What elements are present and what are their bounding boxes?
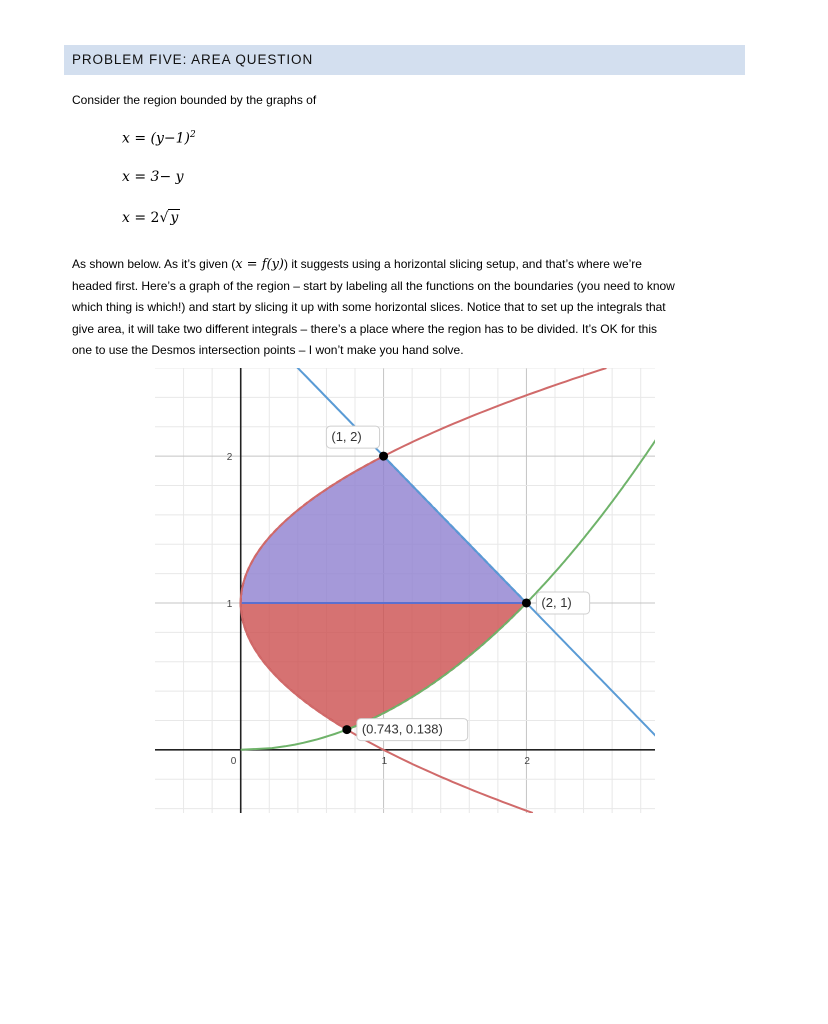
intro-text: Consider the region bounded by the graphs of (72, 93, 317, 107)
equation-1-rhs: (y−1) (150, 130, 191, 147)
region-lower (241, 603, 527, 730)
x-tick-label: 2 (524, 755, 530, 767)
equation-3-radicand: y (170, 210, 179, 226)
problem-title: PROBLEM FIVE: AREA QUESTION (72, 52, 314, 67)
paragraph-line: one to use the Desmos intersection points – I won’t make you hand solve. (72, 343, 464, 358)
y-tick-label: 2 (226, 452, 233, 464)
instructions-paragraph (72, 254, 752, 362)
point-label: (0.743, 0.138) (361, 721, 443, 737)
equation-2-op: = (134, 169, 147, 185)
paragraph-line (72, 254, 752, 276)
equation-1-op: = (134, 130, 147, 147)
region-graph (155, 368, 655, 813)
equation-2-lhs: x (122, 169, 130, 185)
paragraph-line: give area, it will take two different integrals – there’s a place where the region has to be divided. It’s OK for this (72, 321, 657, 336)
y-tick-label: 1 (226, 598, 233, 610)
intersection-point (342, 725, 351, 734)
x-tick-label: 1 (381, 755, 388, 767)
equation-2-rhs: 3− y (150, 169, 184, 185)
function-notation: x = f(y) (235, 257, 284, 272)
region-upper (241, 456, 527, 603)
equation-1-lhs: x (122, 130, 130, 147)
point-label: (2, 1) (541, 594, 572, 610)
paragraph-text: As shown below. As it’s given ( (72, 257, 236, 271)
equation-3 (122, 210, 180, 226)
equation-2 (122, 169, 184, 185)
graph-canvas (155, 368, 655, 813)
equation-1 (122, 130, 196, 147)
point-label: (1, 2) (331, 429, 362, 445)
paragraph-text: ) it suggests using a horizontal slicing setup, and that’s where we’re (284, 257, 642, 271)
paragraph-line: which thing is which!) and start by slicing it up with some horizontal slices. Notice that to set up the integrals that (72, 300, 666, 315)
sqrt-symbol: √ (159, 210, 169, 226)
intersection-point (522, 598, 531, 607)
intersection-point (379, 452, 388, 461)
x-tick-label: 0 (230, 755, 237, 767)
paragraph-line: headed first. Here’s a graph of the region – start by labeling all the functions on the boundaries (you need to know (72, 278, 675, 293)
equation-3-coef: 2 (150, 210, 160, 226)
equation-3-lhs: x (122, 210, 130, 226)
equation-3-op: = (134, 210, 147, 226)
problem-header (64, 45, 745, 75)
equation-1-exponent: 2 (190, 130, 196, 140)
